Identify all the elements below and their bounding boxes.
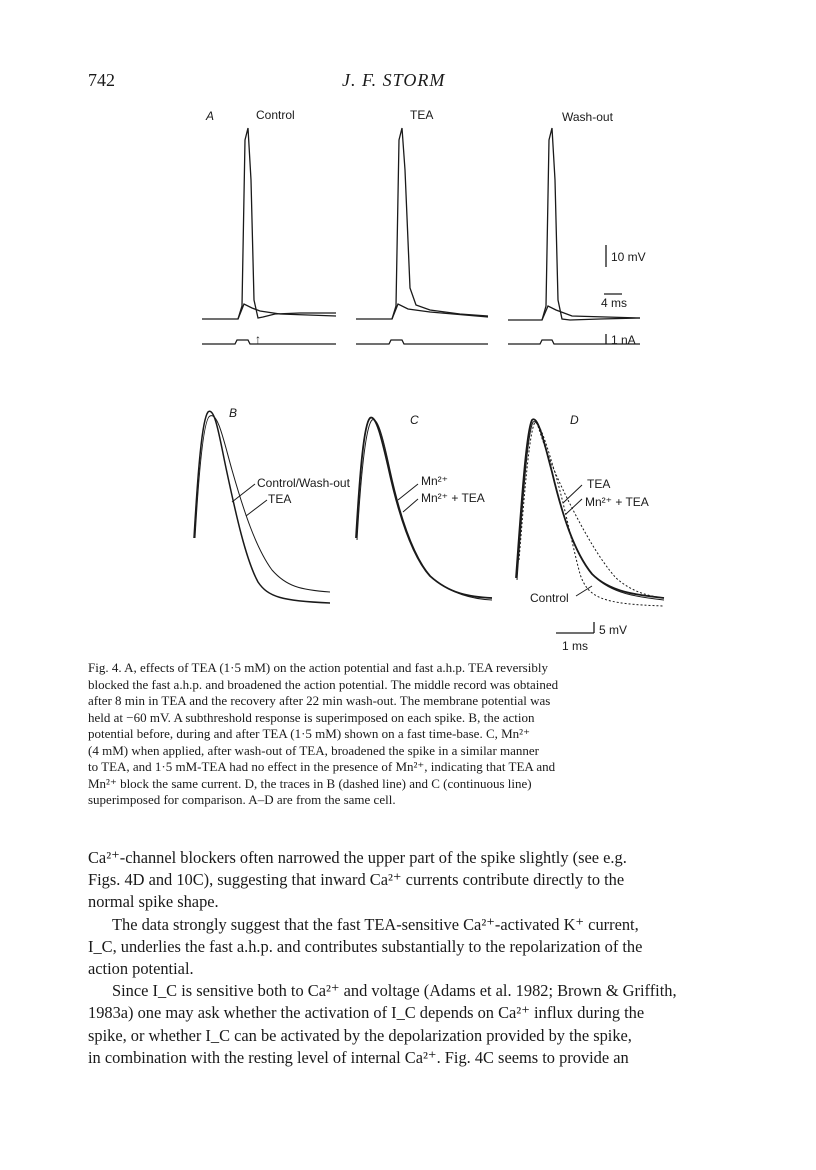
caption-line: Fig. 4. A, effects of TEA (1·5 mM) on the action potential and fast a.h.p. TEA reversibly xyxy=(88,660,548,675)
caption-line: (4 mM) when applied, after wash-out of TEA, broadened the spike in a similar manner xyxy=(88,742,540,758)
trace-washout xyxy=(508,128,640,344)
text-line: 1983a) one may ask whether the activation of I_C depends on Ca²⁺ influx during the xyxy=(88,1003,645,1023)
text-line: Figs. 4D and 10C), suggesting that inward Ca²⁺ currents contribute directly to the xyxy=(88,870,625,890)
scale-1ms: 1 ms xyxy=(562,639,589,653)
caption-line: after 8 min in TEA and the recovery after 22 min wash-out. The membrane potential was xyxy=(88,693,551,708)
figure-caption xyxy=(88,660,728,809)
panel-label-b: B xyxy=(229,406,238,420)
text-line: Since I_C is sensitive both to Ca²⁺ and voltage (Adams et al. 1982; Brown & Griffith, xyxy=(112,981,677,1001)
scale-1na: 1 nA xyxy=(611,333,636,347)
col-title-washout: Wash-out xyxy=(562,110,613,124)
panel-label-d: D xyxy=(570,413,579,427)
page-number: 742 xyxy=(88,70,115,90)
text-line: The data strongly suggest that the fast TEA-sensitive Ca²⁺-activated K⁺ current, xyxy=(112,914,639,934)
text-line: in combination with the resting level of internal Ca²⁺. Fig. 4C seems to provide an xyxy=(88,1047,629,1067)
caption-line: Mn²⁺ block the same current. D, the traces in B (dashed line) and C (continuous line) xyxy=(88,775,532,791)
text-line: Ca²⁺-channel blockers often narrowed the upper part of the spike slightly (see e.g. xyxy=(88,848,627,867)
caption-line: blocked the fast a.h.p. and broadened the action potential. The middle record was obtained xyxy=(88,676,559,692)
running-header-author: J. F. STORM xyxy=(342,70,446,90)
paragraph-3 xyxy=(88,980,748,1069)
text-line: I_C, underlies the fast a.h.p. and contributes substantially to the repolarization of the xyxy=(88,936,643,956)
paragraph-1 xyxy=(88,847,748,914)
trace-b xyxy=(194,411,330,603)
label-d-mn-tea: Mn²⁺ + TEA xyxy=(585,495,649,509)
arrow-marker: ↑ xyxy=(255,332,261,346)
label-c-mn-tea: Mn²⁺ + TEA xyxy=(421,491,485,505)
paragraph-2 xyxy=(88,914,748,981)
text-line: spike, or whether I_C can be activated by the depolarization provided by the spike, xyxy=(88,1025,632,1045)
label-control-washout: Control/Wash-out xyxy=(257,476,350,490)
caption-line: to TEA, and 1·5 mM-TEA had no effect in the presence of Mn²⁺, indicating that TEA and xyxy=(88,759,556,774)
scale-bars-bottom xyxy=(556,622,594,633)
callouts-c xyxy=(398,484,418,512)
label-d-tea: TEA xyxy=(587,477,611,491)
scale-5mv: 5 mV xyxy=(599,623,628,637)
col-title-control: Control xyxy=(256,108,295,122)
label-c-mn: Mn²⁺ xyxy=(421,474,448,488)
scale-10mv: 10 mV xyxy=(611,250,646,264)
trace-c xyxy=(356,418,492,600)
col-title-tea: TEA xyxy=(410,108,434,122)
caption-line: potential before, during and after TEA (1·5 mM) shown on a fast time-base. C, Mn²⁺ xyxy=(88,726,530,741)
body-text xyxy=(88,847,748,1069)
trace-d xyxy=(516,419,664,606)
trace-tea xyxy=(356,128,488,344)
label-b-tea: TEA xyxy=(268,492,292,506)
caption-line: superimposed for comparison. A–D are from the same cell. xyxy=(88,792,396,807)
panel-label-a: A xyxy=(206,109,215,123)
panel-label-c: C xyxy=(410,413,419,427)
scale-4ms: 4 ms xyxy=(601,296,628,310)
text-line: normal spike shape. xyxy=(88,892,219,912)
text-line: action potential. xyxy=(88,959,194,979)
label-d-control: Control xyxy=(530,591,569,605)
caption-line: held at −60 mV. A subthreshold response is superimposed on each spike. B, the action xyxy=(88,709,535,725)
trace-control xyxy=(202,128,336,344)
